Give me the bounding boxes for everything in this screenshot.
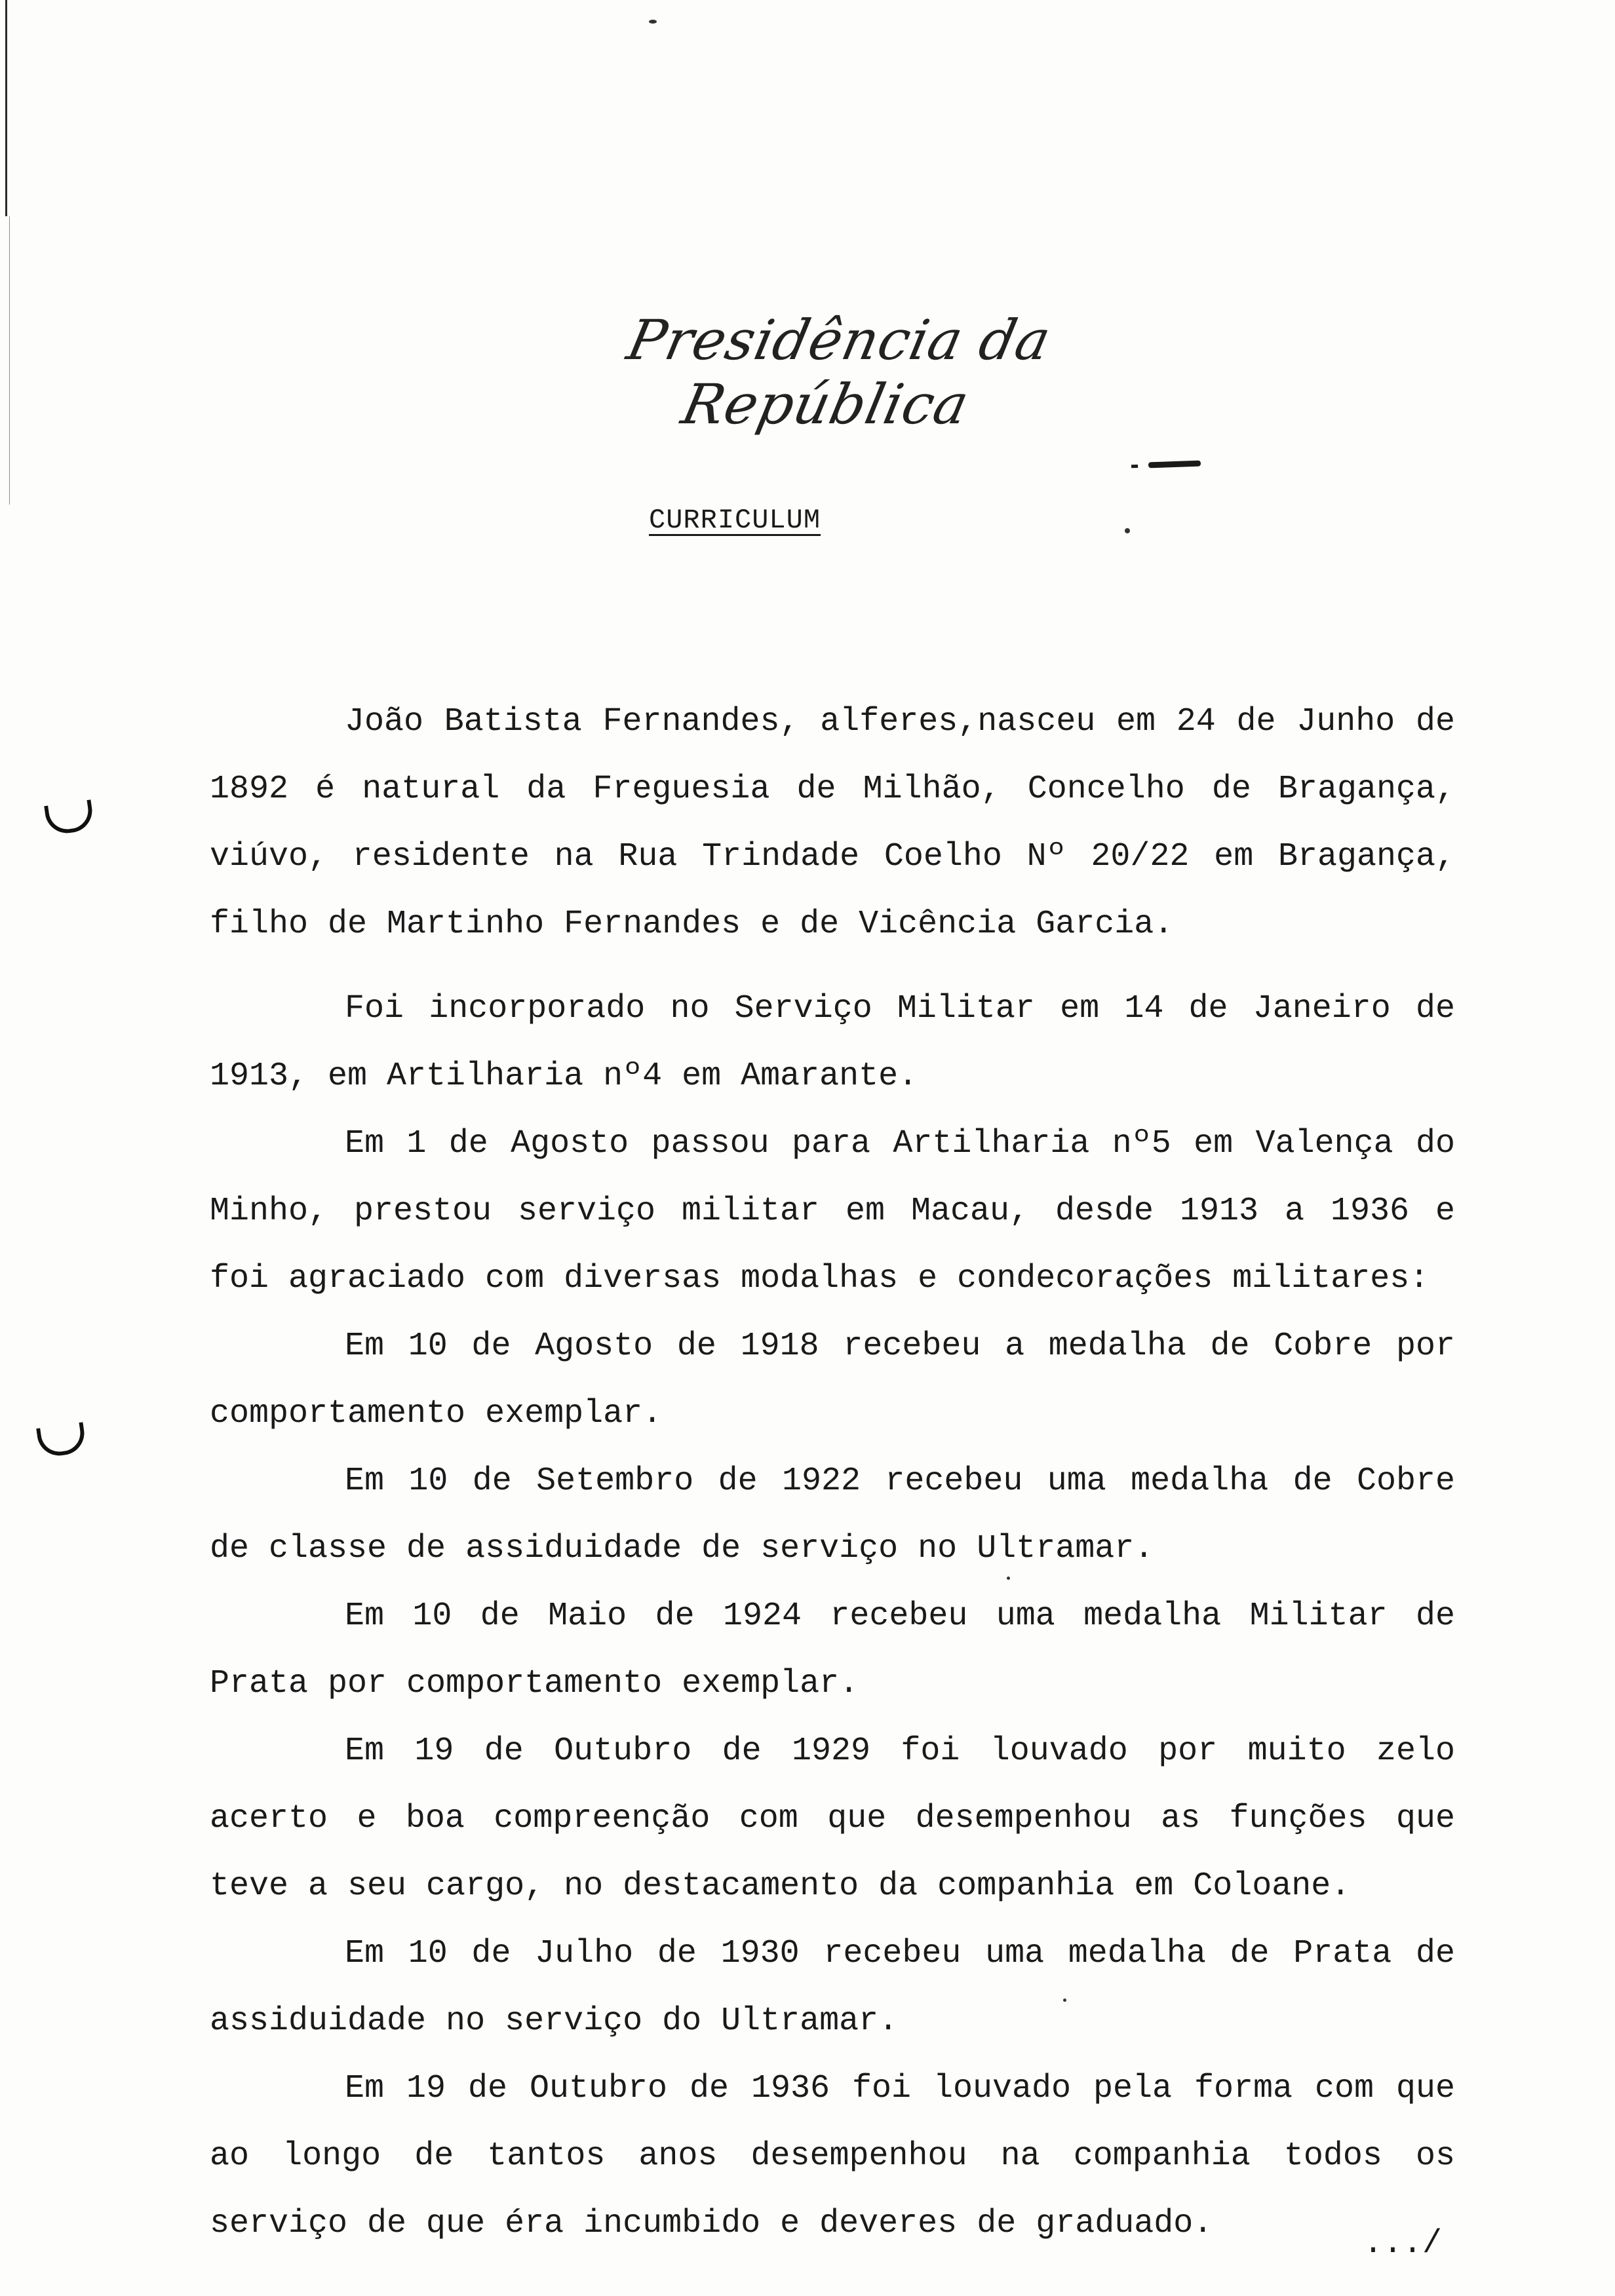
paragraph-medal-1918: Em 10 de Agosto de 1918 recebeu a medalha de Cobre por comportamento exemplar.: [210, 1328, 1455, 1432]
punch-hole-mark: [44, 799, 95, 836]
paragraph-medal-1922: Em 10 de Setembro de 1922 recebeu uma medalha de Cobre de classe de assiduidade de serviço no Ultramar.: [210, 1463, 1455, 1567]
document-heading: CURRICULUM: [649, 505, 821, 536]
binding-edge: [5, 0, 7, 216]
punch-hole-mark: [36, 1422, 87, 1459]
document-body: [210, 688, 1455, 2257]
paragraph-medal-1924: Em 10 de Maio de 1924 recebeu uma medalha Militar de Prata por comportamento exemplar.: [210, 1598, 1455, 1702]
letterhead: Presidência da República: [621, 308, 1057, 436]
pen-mark: [1148, 461, 1201, 469]
continuation-mark: .../: [1363, 2225, 1443, 2263]
paragraph-transfer: Em 1 de Agosto passou para Artilharia nº5 em Valença do Minho, prestou serviço militar em Macau, desde 1913 a 1936 e foi agraciado com diversas modalhas e condecorações militares:: [210, 1125, 1455, 1297]
paragraph-praise-1929: Em 19 de Outubro de 1929 foi louvado por muito zelo acerto e boa compreenção com que desempenhou as funções que teve a seu cargo, no destacamento da companhia em Coloane.: [210, 1732, 1455, 1905]
paragraph-praise-1936: Em 19 de Outubro de 1936 foi louvado pela forma com que ao longo de tantos anos desempenhou na companhia todos os serviço de que éra incumbido e deveres de graduado.: [210, 2070, 1455, 2242]
paragraph-medal-1930: Em 10 de Julho de 1930 recebeu uma medalha de Prata de assiduidade no serviço do Ultramar.: [210, 1935, 1455, 2040]
paragraph-incorporation: Foi incorporado no Serviço Militar em 14 de Janeiro de 1913, em Artilharia nº4 em Amarante.: [210, 990, 1455, 1095]
scan-speck: [1125, 528, 1130, 533]
binding-edge-faint: [9, 216, 10, 505]
paragraph-identity: João Batista Fernandes, alferes,nasceu em 24 de Junho de 1892 é natural da Freguesia de Milhão, Concelho de Bragança, viúvo, residente na Rua Trindade Coelho Nº 20/22 em Bragança, filho de Martinho Fernandes e de Vicência Garcia.: [210, 703, 1455, 943]
scan-speck: [649, 20, 657, 24]
